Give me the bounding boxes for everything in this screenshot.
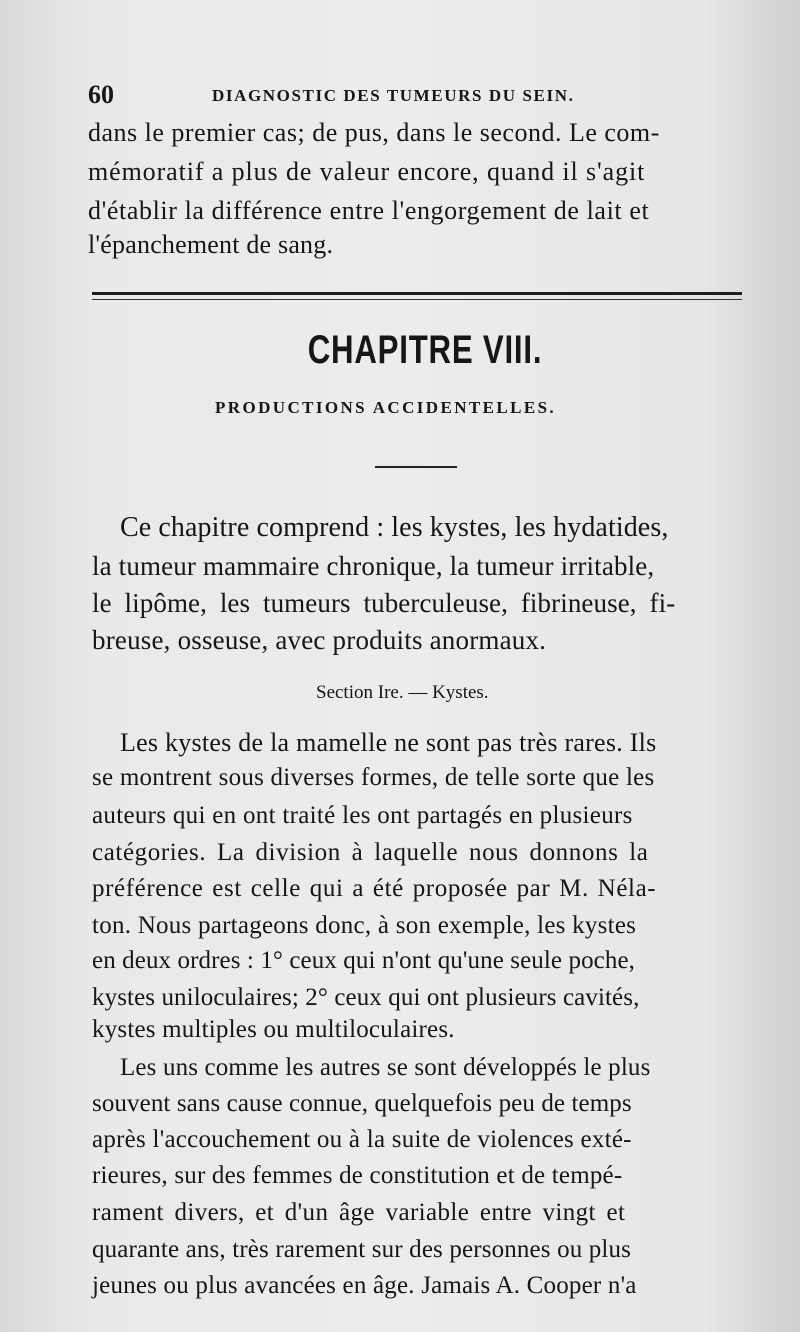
text-line: auteurs qui en ont traité les ont partagés en plusieurs — [92, 802, 633, 829]
text-line: dans le premier cas; de pus, dans le second. Le com- — [88, 118, 660, 147]
text-line: kystes multiples ou multiloculaires. — [92, 1016, 455, 1043]
short-divider — [375, 466, 457, 468]
text-line: la tumeur mammaire chronique, la tumeur irritable, — [92, 551, 655, 581]
text-line: rament divers, et d'un âge variable entre vingt et — [92, 1199, 626, 1226]
section-heading: Section Ire. — Kystes. — [316, 682, 489, 703]
text-line: Les uns comme les autres se sont développés le plus — [120, 1054, 651, 1081]
text-line: d'établir la différence entre l'engorgement de lait et — [88, 196, 650, 225]
page-header — [88, 80, 748, 110]
text-line: quarante ans, très rarement sur des personnes ou plus — [92, 1236, 632, 1263]
running-title: DIAGNOSTIC DES TUMEURS DU SEIN. — [212, 86, 575, 105]
text-line: Les kystes de la mamelle ne sont pas très rares. Ils — [120, 728, 657, 757]
section-divider — [92, 292, 742, 295]
section-divider-thin — [92, 299, 742, 300]
text-line: jeunes ou plus avancées en âge. Jamais A. Cooper n'a — [92, 1272, 637, 1299]
text-line: en deux ordres : 1° ceux qui n'ont qu'une seule poche, — [92, 947, 636, 974]
text-line: breuse, osseuse, avec produits anormaux. — [92, 625, 547, 655]
chapter-subtitle: PRODUCTIONS ACCIDENTELLES. — [215, 398, 557, 417]
text-line: souvent sans cause connue, quelquefois peu de temps — [92, 1090, 632, 1117]
text-line: ton. Nous partageons donc, à son exemple, les kystes — [92, 912, 637, 939]
text-line: kystes uniloculaires; 2° ceux qui ont plusieurs cavités, — [92, 984, 640, 1011]
text-line: Ce chapitre comprend : les kystes, les hydatides, — [120, 512, 669, 543]
text-line: catégories. La division à laquelle nous donnons la — [92, 839, 649, 866]
text-line: le lipôme, les tumeurs tuberculeuse, fibrineuse, fi- — [92, 588, 676, 618]
text-line: après l'accouchement ou à la suite de violences exté- — [92, 1126, 632, 1153]
text-line: l'épanchement de sang. — [88, 230, 334, 259]
page-number: 60 — [88, 80, 114, 109]
text-line: rieures, sur des femmes de constitution et de tempé- — [92, 1162, 623, 1189]
chapter-title: CHAPITRE VIII. — [307, 328, 543, 372]
text-line: mémoratif a plus de valeur encore, quand il s'agit — [88, 157, 646, 186]
text-line: préférence est celle qui a été proposée par M. Néla- — [92, 875, 657, 902]
text-line: se montrent sous diverses formes, de telle sorte que les — [92, 764, 655, 791]
